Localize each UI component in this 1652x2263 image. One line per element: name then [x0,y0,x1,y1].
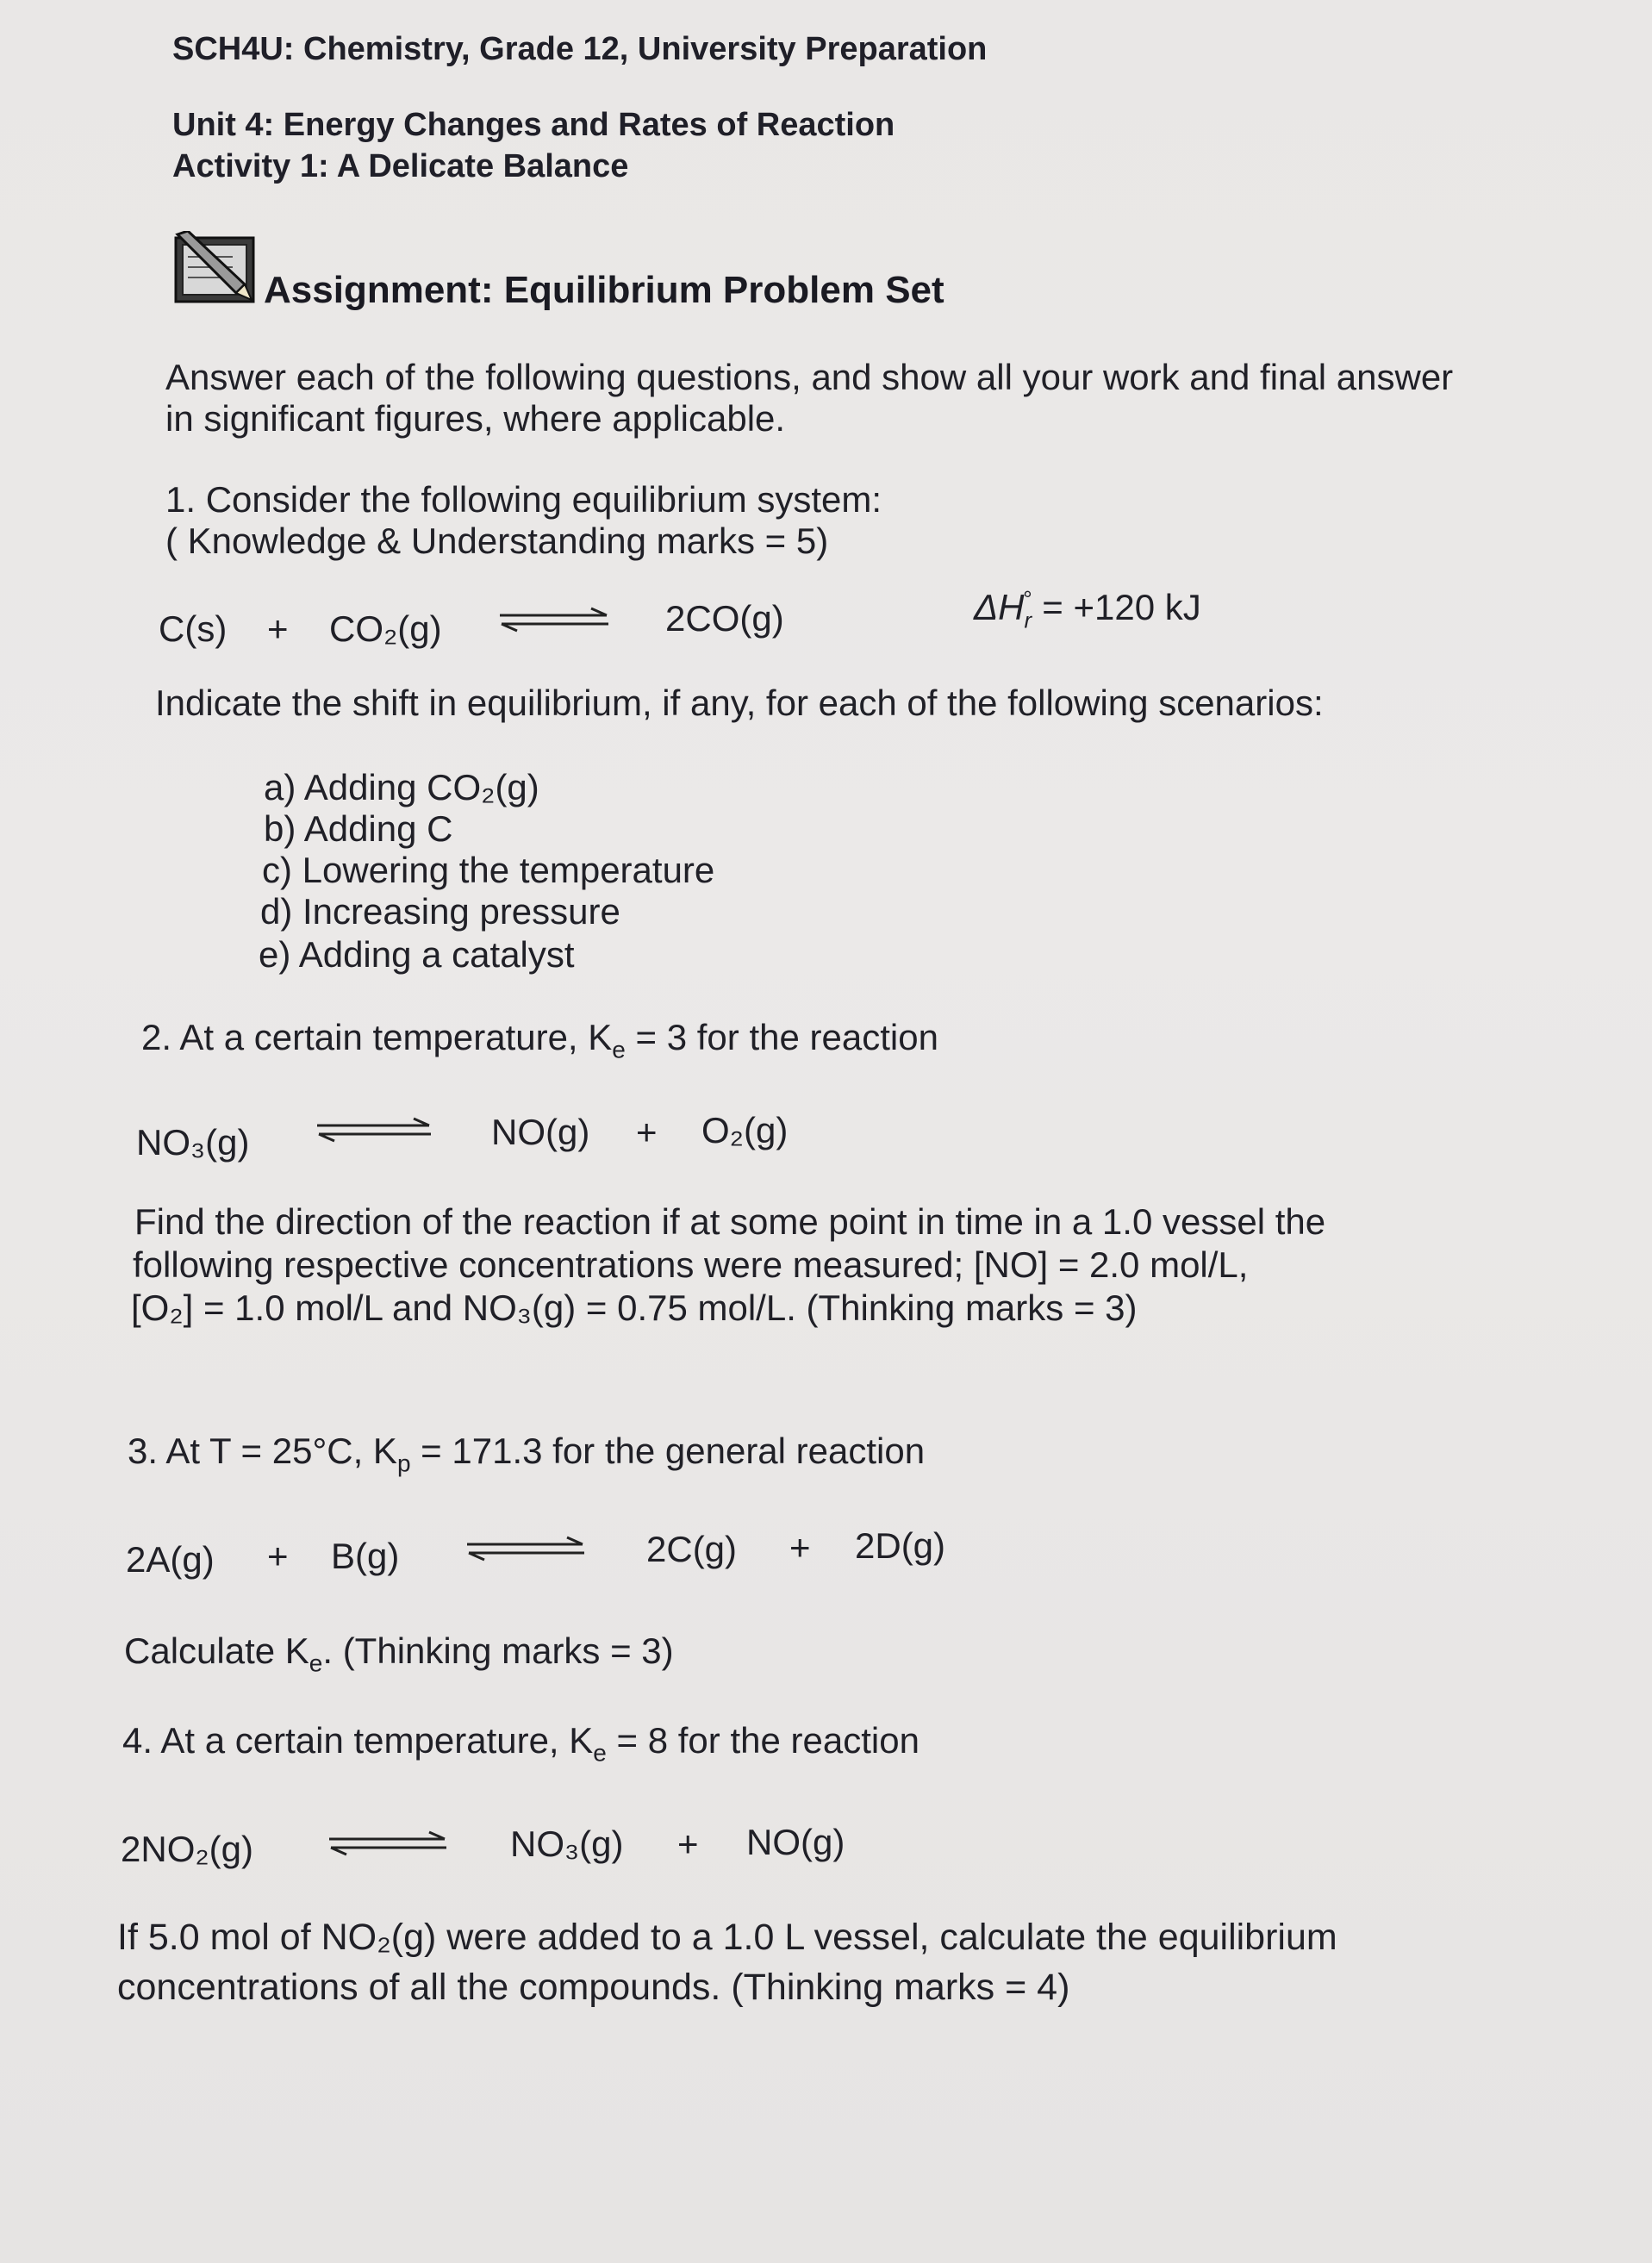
q3-calc-post: . (Thinking marks = 3) [322,1630,674,1671]
q3-heading-sub: p [396,1449,411,1477]
q1-item-c: c) Lowering the temperature [262,850,715,890]
q4-product-2: NO(g) [746,1822,845,1862]
q1-marks: ( Knowledge & Understanding marks = 5) [165,521,829,561]
q4-heading-sub: e [593,1739,607,1767]
q1-prompt: Indicate the shift in equilibrium, if any, for each of the following scenarios: [155,683,1324,723]
q1-item-a: a) Adding CO₂(g) [264,767,539,807]
q3-calc-pre: Calculate K [124,1630,309,1671]
course-title: SCH4U: Chemistry, Grade 12, University Preparation [172,31,988,67]
q3-equilibrium-arrow-icon [465,1536,586,1562]
q2-heading-pre: 2. At a certain temperature, K [141,1017,613,1057]
q1-product-1: 2CO(g) [665,598,784,639]
q4-heading [122,1720,920,1767]
q4-plus: + [677,1823,699,1864]
q3-reactant-2: B(g) [331,1536,400,1576]
q2-body-3: [O₂] = 1.0 mol/L and NO₃(g) = 0.75 mol/L. (Thinking marks = 3) [131,1287,1138,1328]
q4-body-1: If 5.0 mol of NO₂(g) were added to a 1.0 L vessel, calculate the equilibrium [117,1917,1337,1958]
q2-heading-post: = 3 for the reaction [625,1017,938,1057]
q3-plus-2: + [789,1527,811,1568]
q2-body-2: following respective concentrations were measured; [NO] = 2.0 mol/L, [133,1244,1249,1285]
q2-equilibrium-arrow-icon [315,1117,433,1143]
q3-heading [128,1431,925,1477]
q3-heading-post: = 171.3 for the general reaction [410,1431,926,1471]
q3-heading-pre: 3. At T = 25°C, K [128,1431,397,1471]
q3-calc-sub: e [309,1649,323,1677]
q1-item-e: e) Adding a catalyst [259,934,575,975]
q1-enthalpy [974,586,1201,633]
q4-heading-pre: 4. At a certain temperature, K [122,1720,594,1761]
q2-body-1: Find the direction of the reaction if at some point in time in a 1.0 vessel the [134,1201,1326,1242]
q4-heading-post: = 8 for the reaction [606,1720,920,1761]
q1-reactant-2: CO₂(g) [329,608,442,649]
q4-reactant-1: 2NO₂(g) [121,1829,253,1869]
q1-heading: 1. Consider the following equilibrium system: [165,479,882,520]
q3-reactant-1: 2A(g) [126,1539,215,1580]
q2-plus: + [636,1112,658,1152]
enthalpy-sub: r [1024,607,1032,633]
pencil-paper-icon [172,231,257,305]
q4-body-2: concentrations of all the compounds. (Thinking marks = 4) [117,1967,1070,2008]
q1-reactant-1: C(s) [159,608,228,649]
q1-item-b: b) Adding C [264,808,453,849]
enthalpy-sup: ° [1023,586,1032,612]
q3-calc [124,1630,674,1677]
activity-title: Activity 1: A Delicate Balance [172,148,629,184]
q3-plus-1: + [267,1536,289,1576]
q4-equilibrium-arrow-icon [327,1830,448,1856]
enthalpy-symbol: ΔH [974,587,1025,627]
assignment-title: Assignment: Equilibrium Problem Set [264,269,944,311]
enthalpy-value: = +120 kJ [1032,587,1201,627]
q1-equilibrium-arrow-icon [498,607,610,633]
q2-heading-sub: e [612,1036,626,1063]
q2-heading [141,1017,938,1063]
q3-product-2: 2D(g) [855,1525,946,1566]
q3-product-1: 2C(g) [646,1529,738,1569]
instructions-line-2: in significant figures, where applicable. [165,398,786,439]
q1-plus: + [267,608,289,649]
instructions-line-1: Answer each of the following questions, and show all your work and final answer [165,357,1454,397]
q2-product-1: NO(g) [491,1112,590,1152]
q4-product-1: NO₃(g) [510,1823,624,1864]
q2-reactant-1: NO₃(g) [136,1122,250,1163]
unit-title: Unit 4: Energy Changes and Rates of Reaction [172,107,895,143]
q2-product-2: O₂(g) [701,1110,789,1150]
q1-item-d: d) Increasing pressure [260,891,620,932]
